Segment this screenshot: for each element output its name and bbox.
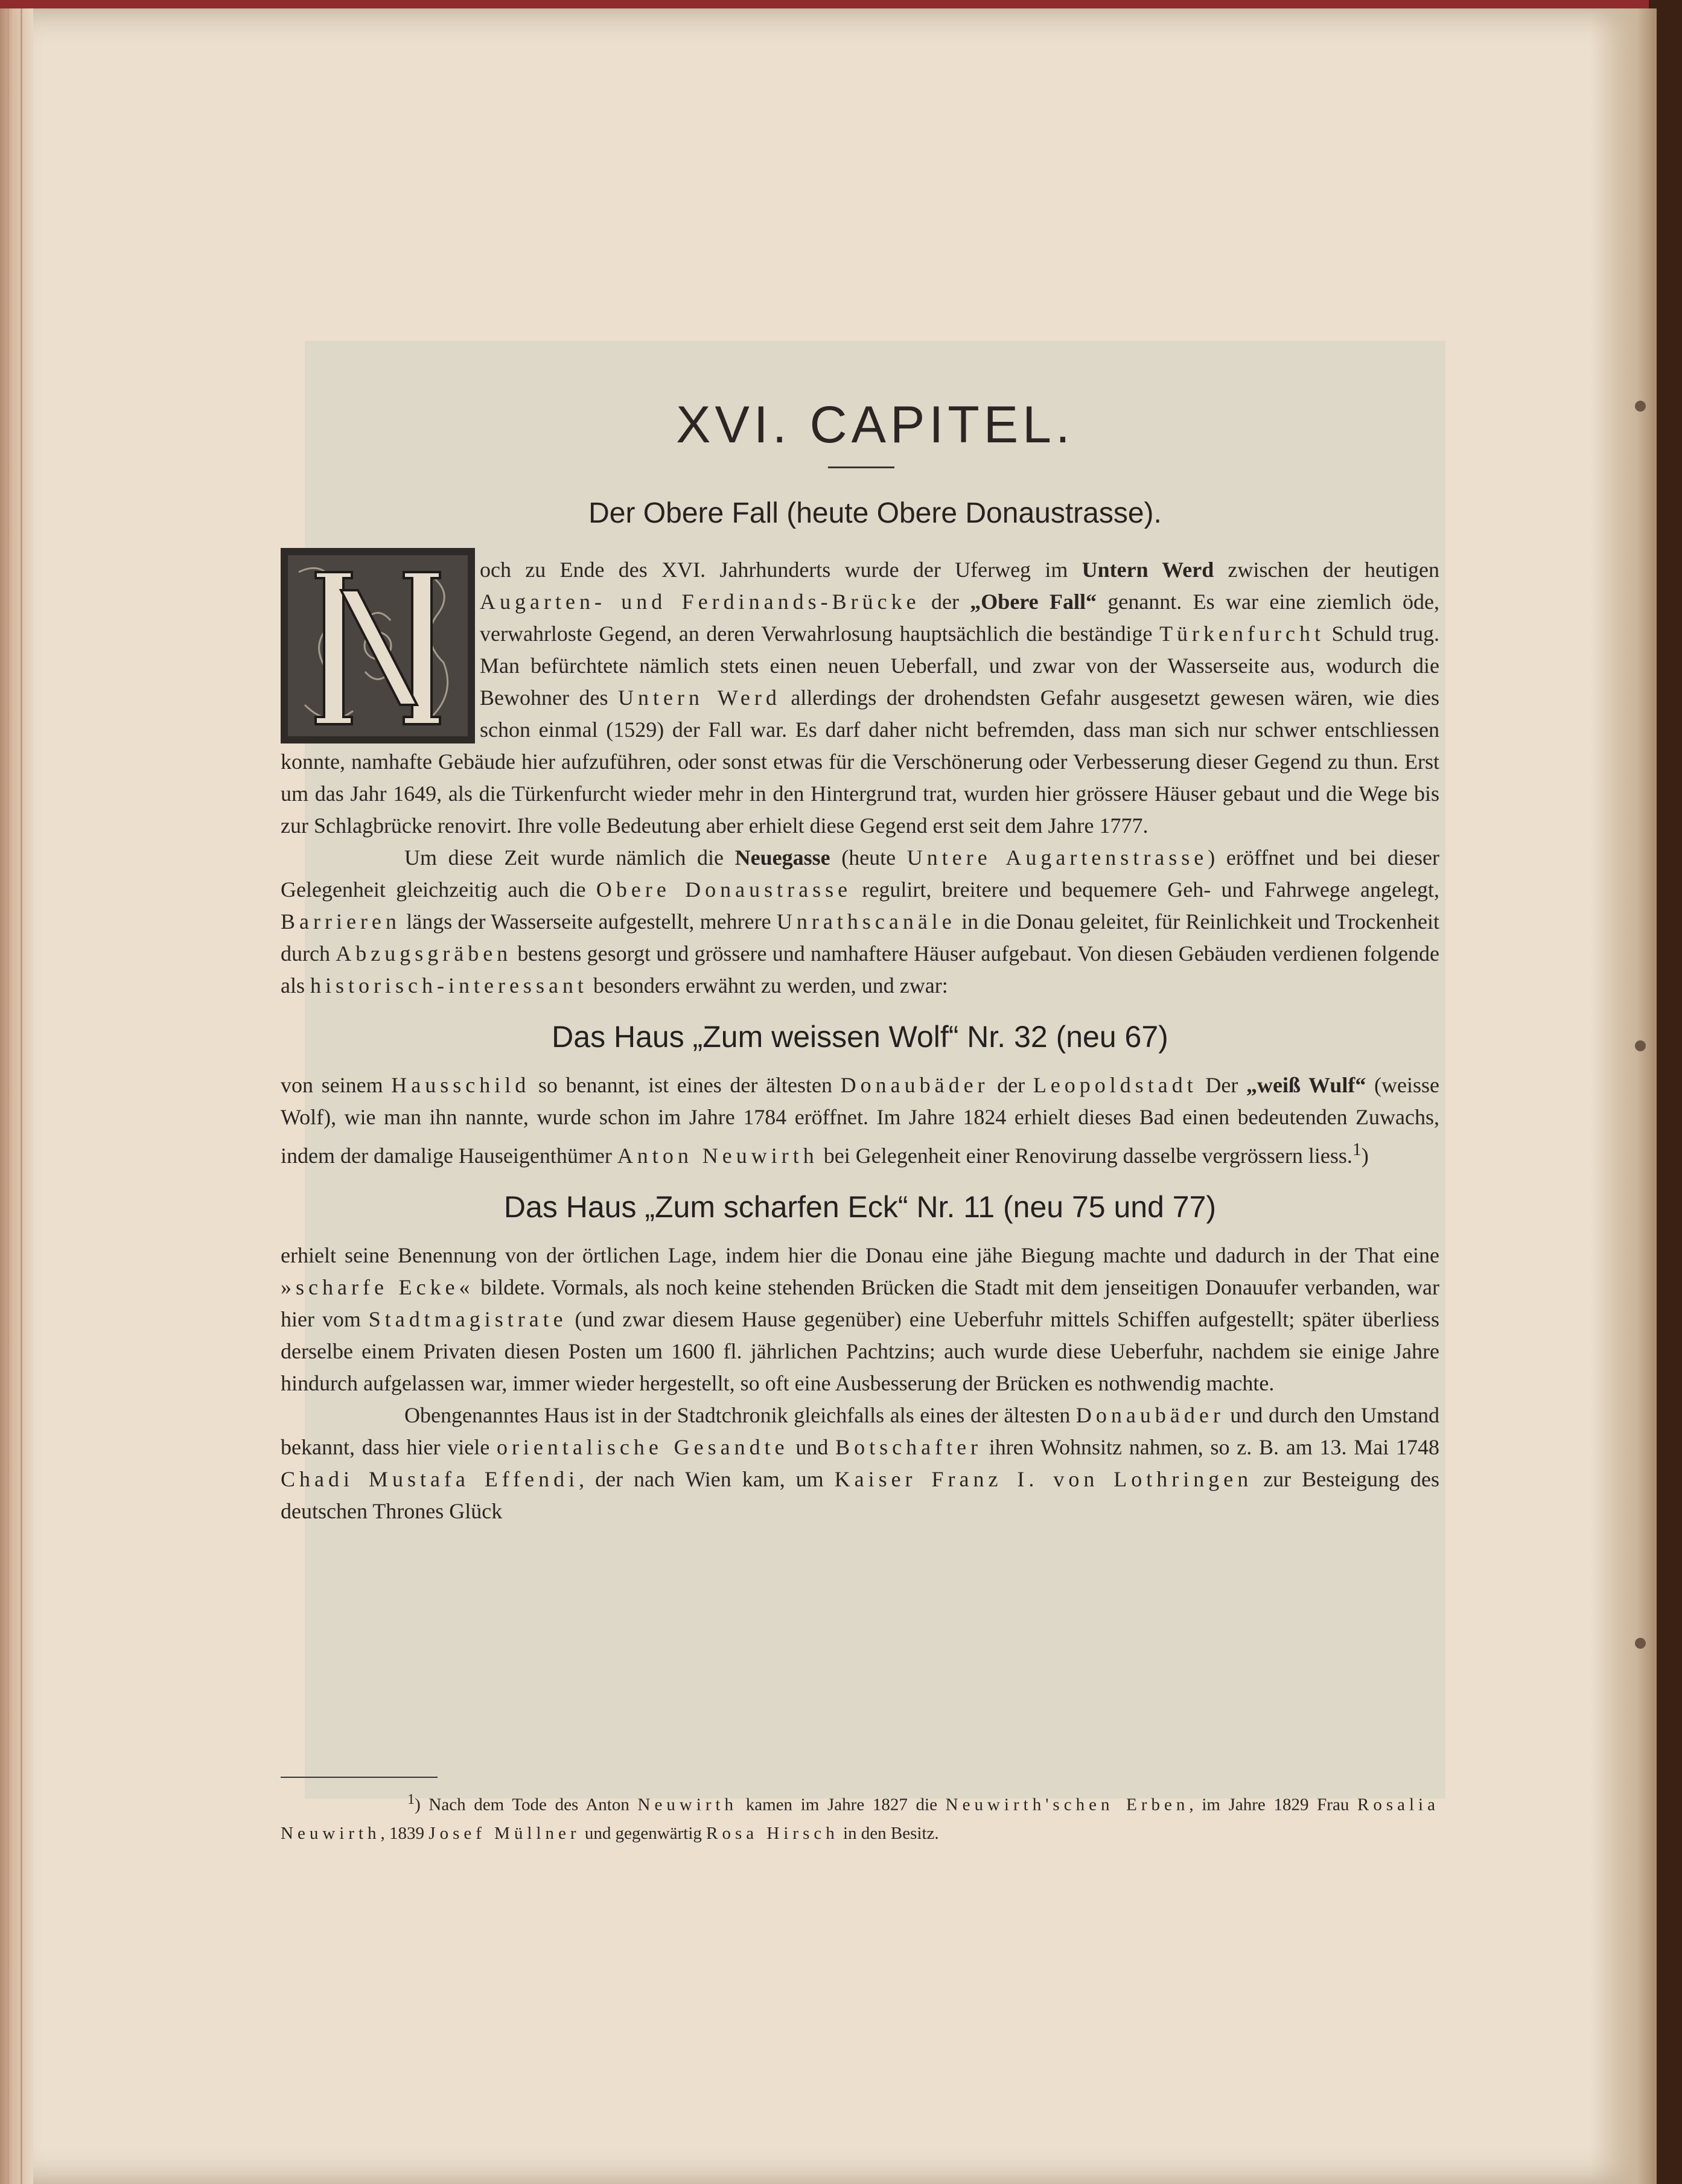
binding-nail-icon [1635,401,1646,412]
page-edge-shadow [1590,8,1657,2184]
section-heading-scharfen-eck: Das Haus „Zum scharfen Eck“ Nr. 11 (neu 75 und 77) [503,1190,1217,1224]
paragraph: Obengenanntes Haus ist in der Stadtchronik gleichfalls als eines der ältesten Donaubäder und durch den Umstand bekannt, dass hier viele orientalische Gesandte und Botschafter ihren Wohnsitz nahmen, so z. B. am 13. Mai 1748 Chadi Mustafa Effendi, der nach Wien kam, um Kaiser Franz I. von Lothringen zur Besteigung des deutschen Thrones Glück [281,1403,1440,1523]
footnote-text: $^1$) Nach dem Tode des Anton Neuwirth kamen im Jahre 1827 die Neuwirth'schen Erben, im Jahre 1829 Frau Rosalia Neuwirth, 1839 Josef Müllner und gegenwärtig Rosa Hirsch in den Besitz. [281,1791,1439,1843]
footnote [281,1785,1439,1848]
page-gutter-stripe [7,8,9,2184]
section-heading-obere-fall: Der Obere Fall (heute Obere Donaustrasse). [588,497,1162,529]
paragraph: Um diese Zeit wurde nämlich die Neuegasse (heute Untere Augartenstrasse) eröffnet und bei dieser Gelegenheit gleichzeitig auch die Obere Donaustrasse regulirt, breitere und bequemere Geh- und Fahrwege angelegt, Barrieren längs der Wasserseite aufgestellt, mehrere Unrathscanäle in die Donau geleitet, für Reinlichkeit und Trockenheit durch Abzugsgräben bestens gesorgt und grössere und namhaftere Häuser aufgebaut. Von diesen Gebäuden verdienen folgende als historisch-interessant besonders erwähnt zu werden, und zwar: [281,845,1440,998]
footnote-rule [281,1777,438,1778]
paragraph: erhielt seine Benennung von der örtlichen Lage, indem hier die Donau eine jähe Biegung machte und dadurch in der That eine »scharfe Ecke« bildete. Vormals, als noch keine stehenden Brücken die Stadt mit dem jenseitigen Donauufer verbanden, war hier vom Stadtmagistrate (und zwar diesem Hause gegenüber) eine Ueberfuhr mittels Schiffen aufgestellt; später überliess derselbe einem Privaten diesen Posten um 1600 fl. jährlichen Pachtzins; auch wurde diese Ueberfuhr, nachdem sie einige Jahre hindurch aufgelassen war, immer wieder hergestellt, so oft eine Ausbesserung der Brücken es nothwendig machte. [281,1243,1439,1395]
binding-nail-icon [1635,1638,1646,1649]
chapter-title: XVI. CAPITEL. [676,396,1074,454]
page-gutter-stripe [21,8,22,2184]
main-text [281,554,1439,1527]
page-gutter [0,8,33,2184]
section-heading-weissen-wolf: Das Haus „Zum weissen Wolf“ Nr. 32 (neu 67) [552,1020,1168,1054]
paragraph: von seinem Hausschild so benannt, ist eines der ältesten Donaubäder der Leopoldstadt Der „weiß Wulf“ (weisse Wolf), wie man ihn nannte, wurde schon im Jahre 1784 eröffnet. Im Jahre 1824 erhielt dieses Bad einen bedeutenden Zuwachs, indem der damalige Hauseigenthümer Anton Neuwirth bei Gelegenheit einer Renovirung dasselbe vergrössern liess.$^1$) [281,1073,1440,1168]
paragraph: och zu Ende des XVI. Jahrhunderts wurde der Uferweg im Untern Werd zwischen der heutigen Augarten- und Ferdinands-Brücke der „Obere Fall“ genannt. Es war eine ziemlich öde, verwahrloste Gegend, an deren Verwahrlosung hauptsächlich die beständige Türkenfurcht Schuld trug. Man befürchtete nämlich stets einen neuen Ueberfall, und zwar von der Wasserseite aus, wodurch die Bewohner des Untern Werd allerdings der drohendsten Gefahr ausgesetzt gewesen wären, wie dies schon einmal (1529) der Fall war. Es darf daher nicht befremden, dass man sich nur schwer entschliessen konnte, namhafte Gebäude hier aufzuführen, oder sonst etwas für die Verschönerung oder Verbesserung dieser Gegend zu thun. Erst um das Jahr 1649, als die Türkenfurcht wieder mehr in den Hintergrund trat, wurden hier grössere Häuser gebaut und die Wege bis zur Schlagbrücke renovirt. Ihre volle Bedeutung aber erhielt diese Gegend erst seit dem Jahre 1777. [281,558,1440,838]
binding-nail-icon [1635,1040,1646,1051]
title-rule [828,466,894,468]
footnote-marker: 1 [1352,1139,1362,1159]
